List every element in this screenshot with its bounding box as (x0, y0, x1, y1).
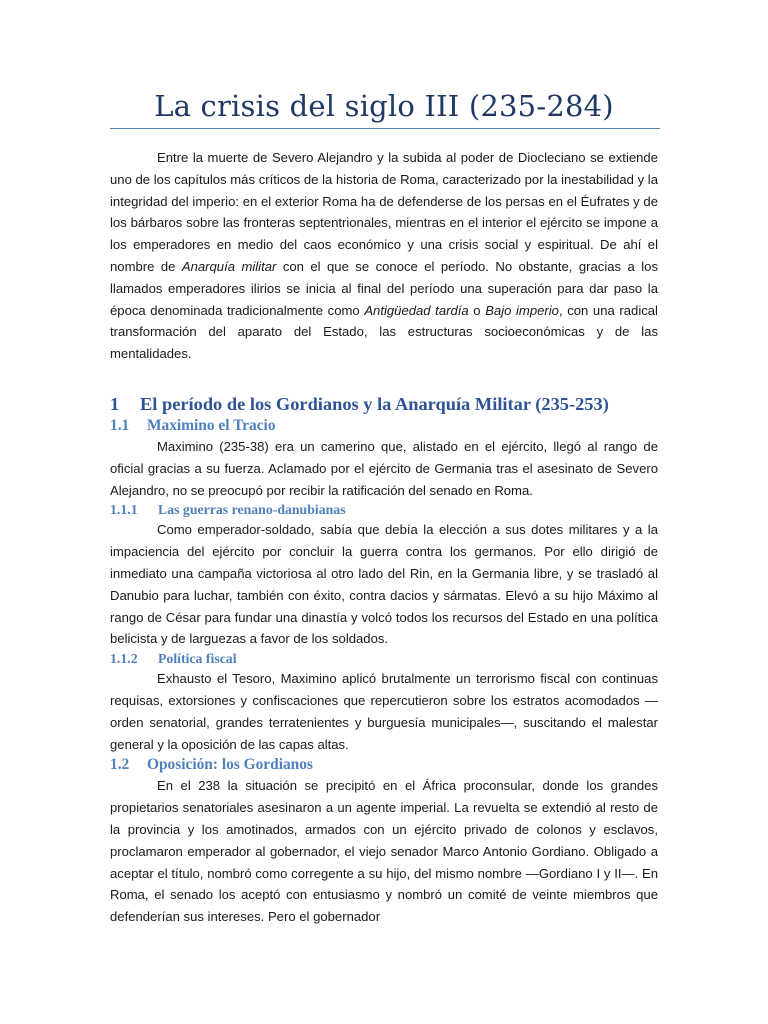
intro-italic-bajo-imperio: Bajo imperio (485, 302, 559, 318)
section-number: 1 (110, 393, 120, 414)
section-title: Política fiscal (158, 651, 237, 667)
title-underline (110, 128, 660, 129)
document-page (110, 0, 658, 928)
section-number: 1.1.1 (110, 502, 138, 518)
intro-text-4: , con una radical transformación del aparato del Estado, las estructuras socioeconómicas y de las mentalidades. (110, 302, 658, 362)
section-number: 1.2 (110, 756, 130, 774)
paragraph-politica-fiscal: Exhausto el Tesoro, Maximino aplicó brutalmente un terrorismo fiscal con continuas requisas, extorsiones y confiscaciones que repercutieron sobre los estratos acomodados —orden senatorial, grandes terratenientes y burguesía municipales—, suscitando el malestar general y la oposición de las capas altas. (110, 671, 658, 752)
heading-section-1 (110, 392, 658, 416)
section-title: Las guerras renano-danubianas (158, 502, 346, 518)
intro-text-3: o (468, 302, 486, 318)
heading-section-1-2 (110, 755, 658, 775)
paragraph-guerras: Como emperador-soldado, sabía que debía la elección a sus dotes militares y a la impaciencia del ejército por concluir la guerra contra los germanos. Por ello dirigió de inmediato una campaña victoriosa al otro lado del Rin, en la Germania libre, y se trasladó al Danubio para luchar, también con éxito, contra dacios y sármatas. Elevó a su hijo Máximo al rango de César para fundar una dinastía y volcó todos los recursos del Estado en una política belicista y de larguezas a favor de los soldados. (110, 522, 658, 647)
intro-paragraph (110, 147, 658, 365)
intro-text-1: Entre la muerte de Severo Alejandro y la subida al poder de Diocleciano se extiende uno de los capítulos más críticos de la historia de Roma, caracterizado por la inestabilidad y la integridad del imperio: en el exterior Roma ha de defenderse de los persas en el Éufrates y de los bárbaros sobre las fronteras septentrionales, mientras en el interior el ejército se impone a los emperadores en medio del caos económico y una crisis social y espiritual. De ahí el nombre de (110, 150, 658, 274)
paragraph-maximino: Maximino (235-38) era un camerino que, alistado en el ejército, llegó al rango de oficial gracias a su fuerza. Aclamado por el ejército de Germania tras el asesinato de Severo Alejandro, no se preocupó por recibir la ratificación del senado en Roma. (110, 438, 658, 498)
intro-italic-antiguedad: Antigüedad tardía (364, 302, 469, 318)
section-number: 1.1 (110, 416, 130, 434)
heading-section-1-1-1 (110, 501, 658, 519)
heading-section-1-1-2 (110, 650, 658, 668)
paragraph-gordianos: En el 238 la situación se precipitó en el África proconsular, donde los grandes propietarios senatoriales asesinaron a un agente imperial. La revuelta se extendió al resto de la provincia y los amotinados, armados con un ejército privado de colonos y esclavos, proclamaron emperador al gobernador, el viejo senador Marco Antonio Gordiano. Obligado a aceptar el título, nombró como corregente a su hijo, del mismo nombre —Gordiano I y II—. En Roma, el senado los aceptó con entusiasmo y nombró un comité de veinte miembros que defenderían sus intereses. Pero el gobernador (110, 778, 658, 925)
intro-text-2: con el que se conoce el período. No obstante, gracias a los llamados emperadores ilirios se inicia al final del período una superación para dar paso la época denominada tradicionalmente como (110, 258, 658, 318)
section-number: 1.1.2 (110, 651, 138, 667)
section-title: Maximino el Tracio (147, 416, 276, 434)
section-title: Oposición: los Gordianos (147, 756, 313, 774)
section-title: El período de los Gordianos y la Anarquía Militar (235-253) (140, 393, 609, 414)
intro-italic-anarquia: Anarquía militar (181, 258, 277, 274)
page-title: La crisis del siglo III (235-284) (154, 89, 614, 123)
heading-section-1-1 (110, 416, 658, 436)
